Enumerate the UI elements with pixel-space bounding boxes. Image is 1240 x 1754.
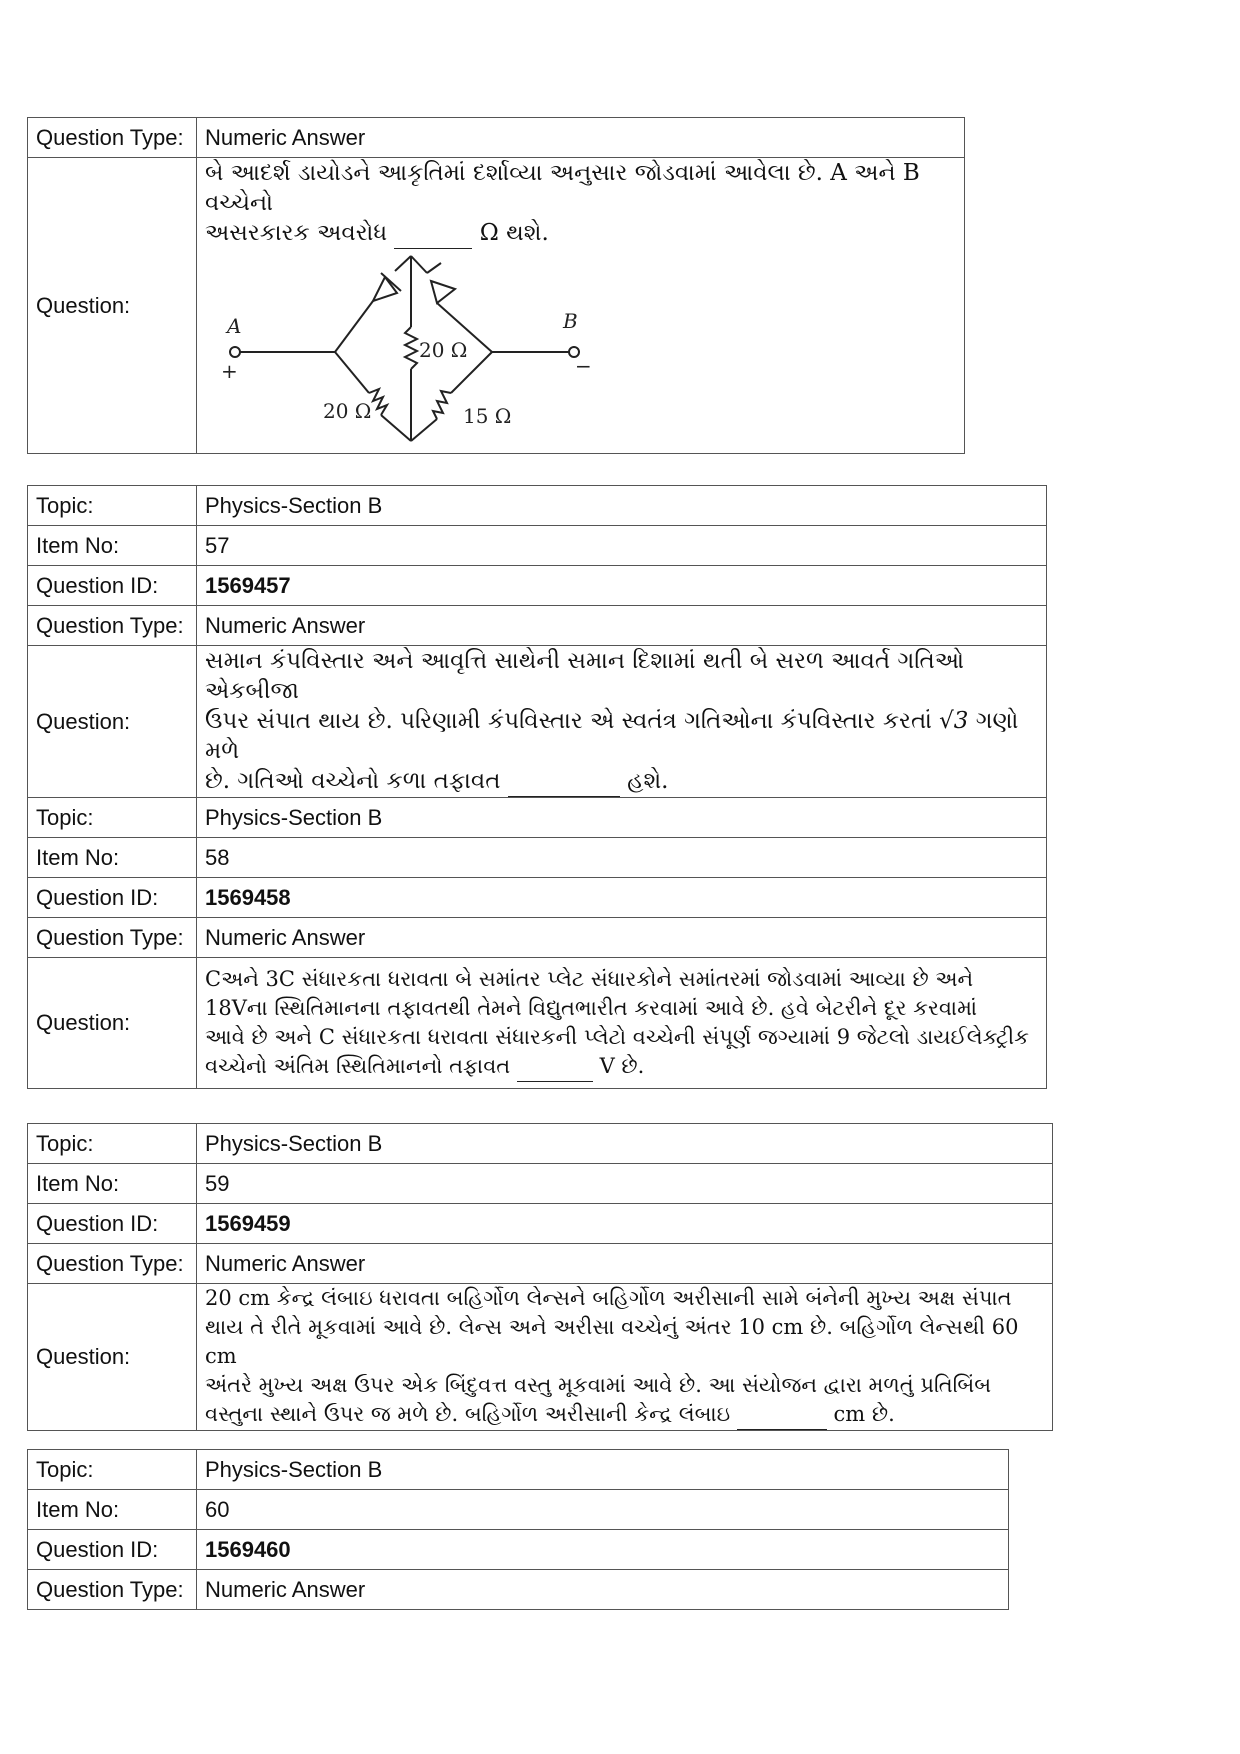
resistor-right-label: 15 Ω [463, 404, 512, 428]
item-no-label: Item No: [28, 838, 197, 878]
topic-value: Physics-Section B [197, 1450, 1009, 1490]
terminal-a-plus: + [221, 359, 238, 383]
question-line: આવે છે અને C સંધારકતા ધરાવતા સંધારકની પ્લેટો વચ્ચેની સંપૂર્ણ જગ્યામાં 9 જેટલો ડાયઈલેક્ટ્રીક [205, 1024, 1029, 1049]
question-type-value: Numeric Answer [197, 918, 1047, 958]
answer-blank [508, 766, 620, 797]
question-line [205, 1400, 1044, 1430]
question-line: Cઅને 3C સંધારકતા ધરાવતા બે સમાંતર પ્લેટ સંધારકોને સમાંતરમાં જોડવામાં આવ્યા છે અને [205, 966, 974, 991]
question-id-label: Question ID: [28, 1204, 197, 1244]
item-no-value: 58 [197, 838, 1047, 878]
item-no-row [28, 1164, 1053, 1204]
topic-row [28, 1124, 1053, 1164]
topic-label: Topic: [28, 1450, 197, 1490]
resistor-middle-label: 20 Ω [419, 338, 468, 362]
question-body [197, 646, 1047, 798]
question-table-58 [27, 797, 1047, 1089]
question-line: સમાન કંપવિસ્તાર અને આવૃત્તિ સાથેની સમાન દિશામાં થતી બે સરળ આવર્ત ગતિઓ એકબીજા [205, 648, 964, 704]
item-no-label: Item No: [28, 1164, 197, 1204]
item-no-row [28, 838, 1047, 878]
question-line: 18Vના સ્થિતિમાનના તફાવતથી તેમને વિદ્યુતભારીત કરવામાં આવે છે. હવે બેટરીને દૂર કરવામાં [205, 995, 978, 1020]
question-text: વચ્ચેનો અંતિમ સ્થિતિમાનનો તફાવત [205, 1053, 511, 1078]
item-no-value: 57 [197, 526, 1047, 566]
question-type-label: Question Type: [28, 118, 197, 158]
item-no-label: Item No: [28, 526, 197, 566]
question-type-row [28, 918, 1047, 958]
item-no-value: 60 [197, 1490, 1009, 1530]
question-line: થાય તે રીતે મૂકવામાં આવે છે. લેન્સ અને અરીસા વચ્ચેનું અંતર 10 cm છે. બહિર્ગોળ લેન્સથી 60 cm [205, 1315, 1019, 1368]
question-body [197, 958, 1047, 1089]
question-type-value: Numeric Answer [197, 1244, 1053, 1284]
answer-blank [737, 1400, 827, 1430]
question-body [197, 1284, 1053, 1431]
question-row [28, 158, 965, 454]
topic-label: Topic: [28, 1124, 197, 1164]
question-text: ગણો મળે [205, 708, 1019, 764]
topic-label: Topic: [28, 486, 197, 526]
resistor-left-label: 20 Ω [323, 399, 372, 423]
question-type-row [28, 118, 965, 158]
question-id-value: 1569458 [197, 878, 1047, 918]
question-text: cm છે. [833, 1402, 895, 1426]
terminal-b-minus: − [575, 354, 592, 378]
question-line [205, 1052, 1038, 1082]
answer-blank [394, 218, 472, 249]
question-label: Question: [28, 646, 197, 798]
question-type-row [28, 1570, 1009, 1610]
topic-row [28, 486, 1047, 526]
topic-row [28, 1450, 1009, 1490]
question-row [28, 958, 1047, 1089]
question-label: Question: [28, 958, 197, 1089]
question-id-label: Question ID: [28, 878, 197, 918]
question-row [28, 646, 1047, 798]
question-table-56 [27, 117, 965, 454]
question-label: Question: [28, 1284, 197, 1431]
question-table-57 [27, 485, 1047, 798]
question-body [197, 158, 965, 454]
question-text: અસરકારક અવરોધ [205, 220, 388, 246]
question-line [205, 766, 1038, 797]
question-table-60 [27, 1449, 1009, 1610]
question-id-row [28, 1530, 1009, 1570]
question-line: અંતરે મુખ્ય અક્ષ ઉપર એક બિંદુવત્ત વસ્તુ મૂકવામાં આવે છે. આ સંયોજન દ્વારા મળતું પ્રતિબિંબ [205, 1373, 992, 1397]
question-table-59 [27, 1123, 1053, 1431]
terminal-b-label: B [563, 309, 578, 333]
topic-value: Physics-Section B [197, 486, 1047, 526]
topic-value: Physics-Section B [197, 1124, 1053, 1164]
question-text: હશે. [627, 768, 669, 794]
question-text: છે. ગતિઓ વચ્ચેનો કળા તફાવત [205, 768, 501, 794]
answer-blank [517, 1052, 593, 1082]
question-type-label: Question Type: [28, 1244, 197, 1284]
question-type-value: Numeric Answer [197, 1570, 1009, 1610]
question-text: Ω થશે. [479, 220, 549, 246]
question-text: V છે. [599, 1053, 645, 1078]
topic-label: Topic: [28, 798, 197, 838]
question-id-value: 1569459 [197, 1204, 1053, 1244]
question-type-value: Numeric Answer [197, 118, 965, 158]
question-text: વસ્તુના સ્થાને ઉપર જ મળે છે. બહિર્ગોળ અરીસાની કેન્દ્ર લંબાઇ [205, 1402, 731, 1426]
question-type-label: Question Type: [28, 1570, 197, 1610]
topic-row [28, 798, 1047, 838]
question-id-value: 1569460 [197, 1530, 1009, 1570]
item-no-label: Item No: [28, 1490, 197, 1530]
topic-value: Physics-Section B [197, 798, 1047, 838]
question-type-label: Question Type: [28, 606, 197, 646]
question-type-row [28, 606, 1047, 646]
question-label: Question: [28, 158, 197, 454]
item-no-row [28, 526, 1047, 566]
question-id-label: Question ID: [28, 566, 197, 606]
question-type-row [28, 1244, 1053, 1284]
question-text: ઉપર સંપાત થાય છે. પરિણામી કંપવિસ્તાર એ સ્વતંત્ર ગતિઓના કંપવિસ્તાર કરતાં [205, 708, 932, 734]
item-no-value: 59 [197, 1164, 1053, 1204]
question-id-row [28, 566, 1047, 606]
question-line: બે આદર્શ ડાયોડને આકૃતિમાં દર્શાવ્યા અનુસાર જોડવામાં આવેલા છે. A અને B વચ્ચેનો [205, 160, 920, 216]
question-line [205, 706, 1038, 766]
circuit-diagram [205, 253, 605, 453]
item-no-row [28, 1490, 1009, 1530]
sqrt-expression: √3 [939, 708, 969, 734]
question-id-row [28, 878, 1047, 918]
question-type-label: Question Type: [28, 918, 197, 958]
question-type-value: Numeric Answer [197, 606, 1047, 646]
question-id-row [28, 1204, 1053, 1244]
question-id-value: 1569457 [197, 566, 1047, 606]
question-line [205, 218, 956, 249]
question-id-label: Question ID: [28, 1530, 197, 1570]
question-row [28, 1284, 1053, 1431]
question-line: 20 cm કેન્દ્ર લંબાઇ ધરાવતા બહિર્ગોળ લેન્સને બહિર્ગોળ અરીસાની સામે બંનેની મુખ્ય અક્ષ સંપાત [205, 1286, 1012, 1310]
terminal-a-label: A [227, 314, 242, 338]
